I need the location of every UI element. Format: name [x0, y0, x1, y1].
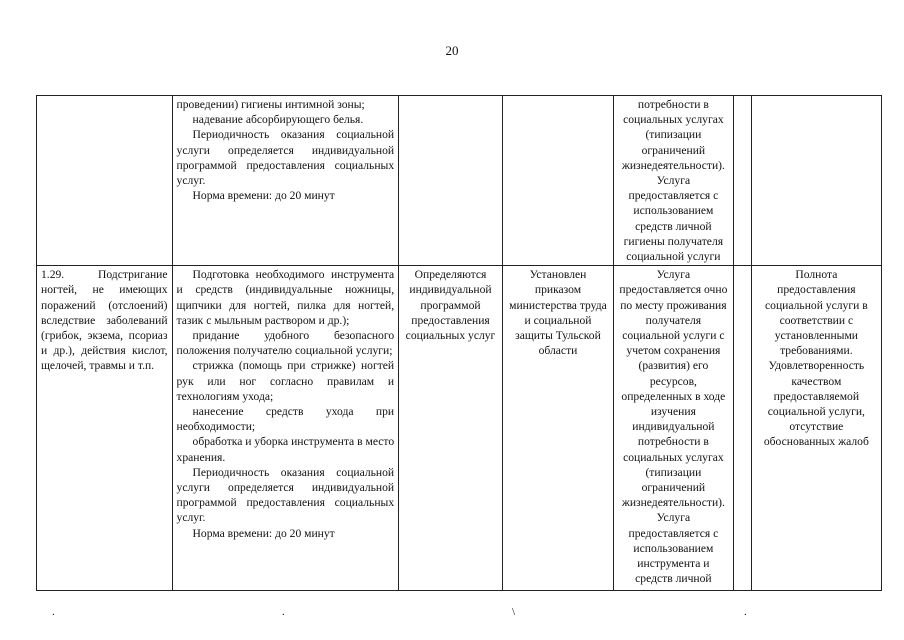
cost-text: Установлен приказом министерства труда и социальной защиты Тульской области [509, 268, 607, 358]
quality-text: Полнота предоставления социальной услуги в соответствии с установленными требованиями. Удовлетворенность качеством предоставляемой социальной услуги, отсутствие обоснованных жалоб [763, 268, 869, 449]
scan-mark: . [282, 606, 285, 618]
service-name-cell [37, 266, 173, 591]
scan-mark: . [744, 606, 747, 618]
services-table [36, 95, 882, 591]
service-name: 1.29. Подстригание ногтей, не имеющих поражений (отслоений) вследствие заболеваний (грибок, экзема, псориаз и др.), действия кислот, щелочей, травмы и т.п. [41, 268, 168, 373]
conditions-line: Услуга предоставляется с использованием средств личной гигиены получателя социальной услуги [623, 174, 724, 264]
service-line: проведении) гигиены интимной зоны; [176, 98, 365, 111]
service-line: Периодичность оказания социальной услуги определяется индивидуальной программой предоставления социальных услуг. [176, 128, 395, 188]
service-line: нанесение средств ухода при необходимости; [176, 405, 395, 434]
service-line: Норма времени: до 20 минут [192, 189, 335, 203]
service-line: стрижка (помощь при стрижке) ногтей рук или ног согласно правилам и технологиям ухода; [176, 359, 395, 403]
cost-cell [502, 96, 613, 266]
quality-cell [751, 266, 881, 591]
conditions-cell [614, 96, 734, 266]
volume-text: Определяются индивидуальной программой предоставления социальных услуг [405, 268, 496, 343]
scan-mark: . [52, 606, 55, 618]
service-line: Норма времени: до 20 минут [192, 526, 335, 540]
conditions-line: потребности в социальных услугах (типизации ограничений жизнедеятельности). [621, 98, 725, 172]
scan-mark: \ [512, 606, 516, 618]
empty-cell [733, 96, 751, 266]
cost-cell [502, 266, 613, 591]
service-line: придание удобного безопасного положения получателю социальной услуги; [176, 329, 395, 358]
table-row [37, 96, 882, 266]
conditions-cell [614, 266, 734, 591]
conditions-line: Услуга предоставляется очно по месту проживания получателя социальной услуги с учетом сохранения (развития) его ресурсов, определенных в ходе изучения индивидуальной потребности в социальных услугах (типизации ограничений жизнедеятельности). [619, 268, 728, 510]
page-number: 20 [445, 43, 459, 58]
empty-cell [733, 266, 751, 591]
volume-cell [399, 266, 503, 591]
service-line: надевание абсорбирующего белья. [192, 113, 364, 127]
service-line: обработка и уборка инструмента в место хранения. [176, 435, 395, 464]
service-name-cell [37, 96, 173, 266]
table-row [37, 266, 882, 591]
service-line: Подготовка необходимого инструмента и средств (индивидуальные ножницы, щипчики для ногтей, пилка для ногтей, тазик с мыльным раствором и др.); [176, 268, 395, 327]
service-description-cell [172, 266, 399, 591]
conditions-line: Услуга предоставляется с использованием инструмента и средств личной [628, 511, 719, 586]
service-line: Периодичность оказания социальной услуги определяется индивидуальной программой предоставления социальных услуг. [176, 465, 395, 525]
quality-cell [751, 96, 881, 266]
volume-cell [399, 96, 503, 266]
service-description-cell [172, 96, 399, 266]
